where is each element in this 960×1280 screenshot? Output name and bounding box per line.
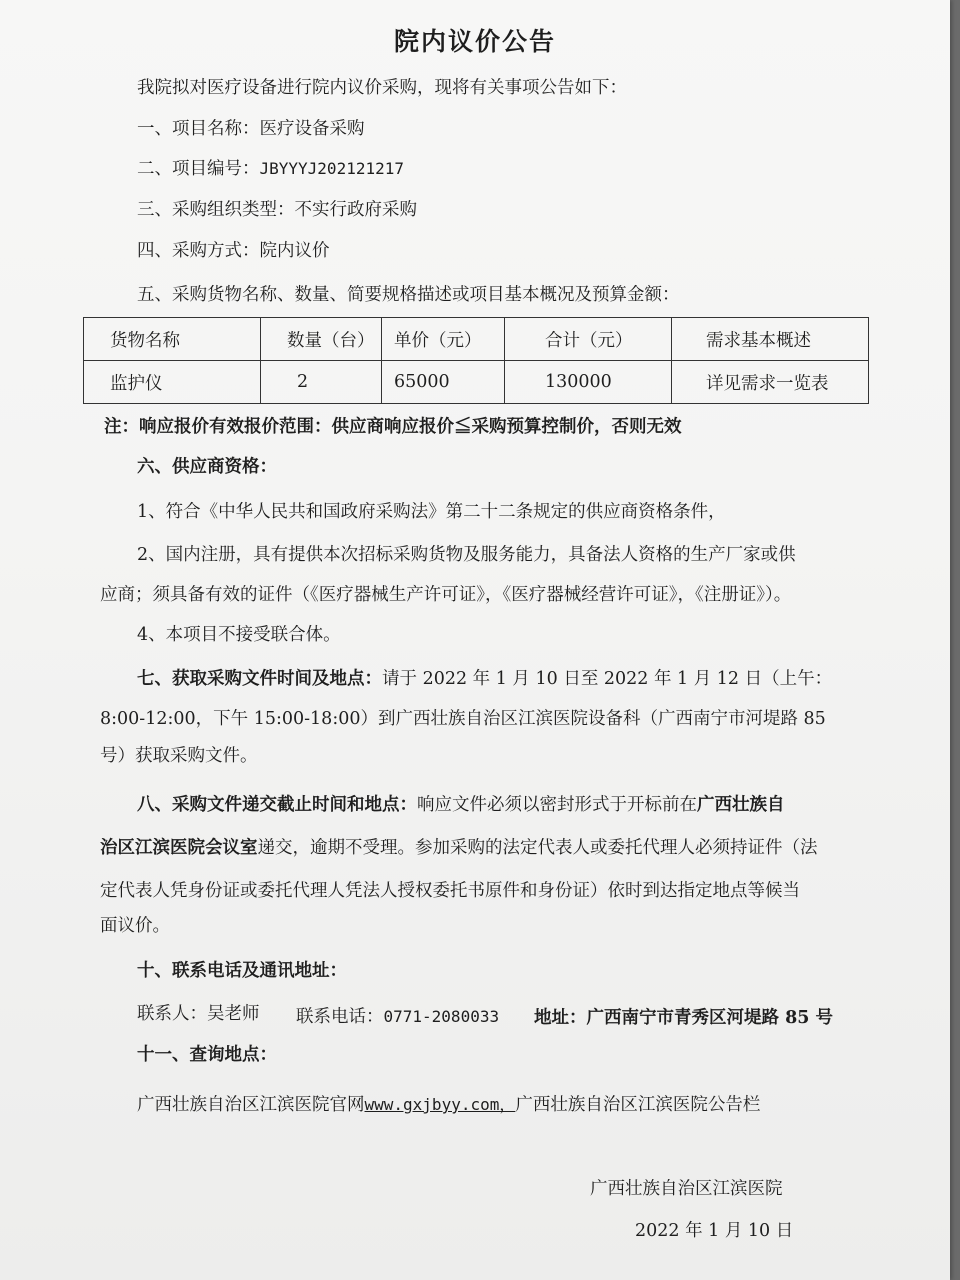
procurement-org-type: 三、采购组织类型：不实行政府采购	[137, 200, 417, 220]
contact-phone	[296, 1006, 499, 1028]
contact-person: 联系人：吴老师	[137, 1004, 260, 1024]
obtain-documents-line-2: 8:00-12:00，下午 15:00-18:00）到广西壮族自治区江滨医院设备科（广西南宁市河堤路 85	[100, 709, 826, 729]
project-number-value: JBYYYJ202121217	[259, 159, 404, 178]
project-number-label: 二、项目编号：	[137, 159, 260, 179]
submission-line-3: 定代表人凭身份证或委托代理人凭法人授权委托书原件和身份证）依时到达指定地点等候当	[100, 881, 800, 901]
table-cell: 130000	[505, 361, 672, 404]
document-title: 院内议价公告	[393, 27, 556, 56]
table-cell: 2	[261, 361, 382, 404]
submission-place-cont: 治区江滨医院会议室	[100, 838, 258, 858]
table-row	[84, 361, 869, 404]
qualification-item-1: 1、符合《中华人民共和国政府采购法》第二十二条规定的供应商资格条件，	[137, 502, 726, 522]
price-note: 注：响应报价有效报价范围：供应商响应报价≦采购预算控制价，否则无效	[104, 417, 682, 437]
query-places	[137, 1094, 760, 1116]
table-cell: 65000	[382, 361, 505, 404]
procurement-method: 四、采购方式：院内议价	[137, 241, 330, 261]
project-number	[137, 158, 404, 180]
obtain-documents-text: 请于 2022 年 1 月 10 日至 2022 年 1 月 12 日（上午：	[382, 669, 833, 689]
obtain-documents-line-3: 号）获取采购文件。	[100, 746, 258, 766]
supplier-qualification-heading: 六、供应商资格：	[137, 457, 277, 477]
submission-line-1	[137, 794, 785, 816]
signature-organization: 广西壮族自治区江滨医院	[590, 1179, 783, 1199]
submission-heading: 八、采购文件递交截止时间和地点：	[137, 795, 417, 815]
query-suffix: 广西壮族自治区江滨医院公告栏	[515, 1095, 761, 1115]
table-header-cell: 货物名称	[84, 318, 261, 361]
signature-date: 2022 年 1 月 10 日	[635, 1221, 794, 1241]
qualification-item-4: 4、本项目不接受联合体。	[137, 625, 341, 645]
query-prefix: 广西壮族自治区江滨医院官网	[137, 1095, 365, 1115]
project-name: 一、项目名称：医疗设备采购	[137, 119, 365, 139]
table-header-cell: 数量（台）	[261, 318, 382, 361]
contact-phone-value: 0771-2080033	[383, 1007, 500, 1026]
qualification-item-2-line-1: 2、国内注册，具有提供本次招标采购货物及服务能力，具备法人资格的生产厂家或供	[137, 545, 796, 565]
table-header-cell: 单价（元）	[382, 318, 505, 361]
submission-place: 广西壮族自	[697, 795, 785, 815]
obtain-documents-heading: 七、获取采购文件时间及地点：	[137, 669, 382, 689]
contact-heading: 十、联系电话及通讯地址：	[137, 961, 347, 981]
table-header-cell: 合计（元）	[505, 318, 672, 361]
table-header-cell: 需求基本概述	[672, 318, 869, 361]
obtain-documents-line-1	[137, 668, 832, 690]
table-cell: 监护仪	[84, 361, 261, 404]
goods-table	[83, 317, 869, 404]
qualification-item-2-line-2: 应商；须具备有效的证件（《医疗器械生产许可证》，《医疗器械经营许可证》，《注册证》）。	[100, 585, 792, 605]
goods-description-heading: 五、采购货物名称、数量、简要规格描述或项目基本概况及预算金额：	[137, 285, 680, 305]
submission-line-4: 面议价。	[100, 916, 170, 936]
contact-address: 地址：广西南宁市青秀区河堤路 85 号	[534, 1008, 834, 1028]
table-cell: 详见需求一览表	[672, 361, 869, 404]
query-heading: 十一、查询地点：	[137, 1045, 277, 1065]
contact-phone-label: 联系电话：	[296, 1007, 384, 1027]
submission-text-cont: 递交，逾期不受理。参加采购的法定代表人或委托代理人必须持证件（法	[257, 838, 818, 858]
table-header-row	[84, 318, 869, 361]
submission-text: 响应文件必须以密封形式于开标前在	[417, 795, 697, 815]
intro-text: 我院拟对医疗设备进行院内议价采购，现将有关事项公告如下：	[137, 78, 627, 98]
hospital-website-link[interactable]: www.gxjbyy.com，	[364, 1095, 516, 1114]
submission-line-2	[100, 837, 818, 859]
